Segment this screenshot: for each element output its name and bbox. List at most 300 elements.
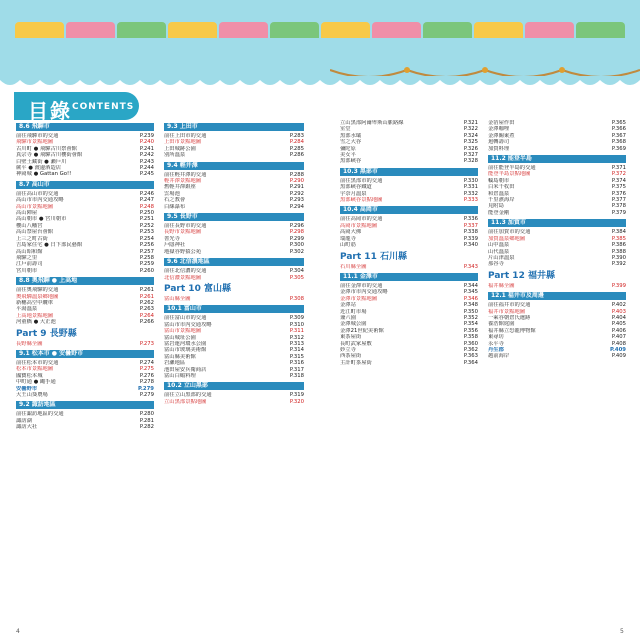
toc-entry-page: P.392 <box>611 261 626 268</box>
toc-entry-page: P.331 <box>463 184 478 191</box>
section-heading: 11.3 加賀市 <box>488 219 626 227</box>
toc-entry-title: 能登金剛 <box>488 209 510 216</box>
toc-entry-title: 平湯溫泉 <box>16 306 38 313</box>
toc-entry-page: P.279 <box>138 385 154 392</box>
toc-entry-page: P.244 <box>139 165 154 172</box>
toc-entry-title: 和倉溫泉 <box>488 190 510 197</box>
toc-entry-page: P.299 <box>289 235 304 242</box>
toc-entry-page: P.258 <box>139 254 154 261</box>
toc-entry-title: 山代溫泉 <box>488 248 510 255</box>
toc-entry-title: 片山津溫泉 <box>488 254 515 261</box>
toc-entry-page: P.261 <box>139 287 154 294</box>
toc-entry-title: 前往松本市的交通 <box>16 359 59 366</box>
toc-entry-title: 吉島家住宅 ● 日下部民藝館 <box>16 242 83 249</box>
toc-entry-title: 金澤市景點地圖 <box>340 295 378 302</box>
toc-entry-page: P.259 <box>139 261 154 268</box>
toc-entry[interactable] <box>16 341 154 347</box>
toc-entry-page: P.344 <box>463 282 478 289</box>
toc-entry-title: 黑部水壩 <box>340 132 362 139</box>
toc-entry-page: P.257 <box>139 248 154 255</box>
toc-entry-title: 金澤咖哩 <box>488 126 510 133</box>
toc-entry-page: P.279 <box>139 392 154 398</box>
toc-entry-page: P.300 <box>289 242 304 249</box>
toc-entry-page: P.409 <box>611 353 626 360</box>
toc-entry-title: 室堂 <box>340 126 351 133</box>
toc-entry-page: P.316 <box>289 360 304 367</box>
toc-entry-title: 富山縣美術館 <box>164 353 196 360</box>
toc-entry-title: 立山黑部景點地圖 <box>164 398 207 405</box>
toc-entry-title: 岩瀨地區 <box>164 360 186 367</box>
toc-entry-title: 加賀料理 <box>488 145 510 152</box>
toc-entry-page: P.285 <box>289 145 304 152</box>
toc-entry-page: P.266 <box>139 319 154 326</box>
toc-entry[interactable] <box>488 283 626 289</box>
toc-entry-title: 迴轉壽司 <box>488 139 510 146</box>
toc-entry-page: P.345 <box>463 289 478 296</box>
toc-entry-page: P.376 <box>611 190 626 197</box>
toc-entry-page: P.409 <box>610 346 626 353</box>
toc-entry-title: 上田市景點地圖 <box>164 139 202 146</box>
toc-entry-title: 富岩運河環水公園 <box>164 340 207 347</box>
toc-entry-title: 真宗寺 ● 飛驒古川櫻街會館 <box>16 152 83 159</box>
toc-entry-title: 福井縣立恐龍博物館 <box>488 327 536 334</box>
toc-entry-title: 黑部峽谷 <box>340 158 362 165</box>
toc-entry-page: P.348 <box>463 302 478 309</box>
toc-entry-title: 近江町市場 <box>340 308 367 315</box>
section-heading: 9.4 輕井澤 <box>164 162 304 170</box>
toc-entry-page: P.404 <box>611 314 626 321</box>
toc-entry-title: 宮川朝市 <box>16 267 38 274</box>
toc-entry-page: P.321 <box>463 120 478 126</box>
toc-entry-title: 高岡大佛 <box>340 229 362 236</box>
toc-entry-title: 福井市景點地圖 <box>488 308 526 315</box>
toc-entry-title: 兼六園 <box>340 314 356 321</box>
toc-entry-title: 松本市景點地圖 <box>16 366 54 373</box>
toc-entry-title: 高山陣屋 <box>16 210 38 217</box>
toc-entry-title: 前往高山市的交通 <box>16 190 59 197</box>
toc-entry-page: P.320 <box>289 398 304 405</box>
toc-entry-page: P.276 <box>139 372 154 379</box>
toc-entry-title: 輕井澤景點地圖 <box>164 178 202 185</box>
toc-entry-page: P.340 <box>463 242 478 249</box>
toc-entry-page: P.367 <box>611 132 626 139</box>
toc-entry-title: 雪之大谷 <box>340 139 362 146</box>
toc-entry-page: P.317 <box>289 366 304 373</box>
toc-entry-title: 高山昭和館 <box>16 248 43 255</box>
toc-entry-title: 越前海岸 <box>488 353 510 360</box>
toc-entry-title: 前往北信濃的交通 <box>164 268 207 275</box>
toc-entry-page: P.407 <box>611 334 626 341</box>
toc-entry-page: P.360 <box>463 340 478 347</box>
toc-entry-title: 前往高岡市的交通 <box>340 216 383 223</box>
toc-entry[interactable] <box>340 158 478 164</box>
toc-entry-page: P.337 <box>463 222 478 229</box>
toc-entry-title: 高山祭屋台會館 <box>16 229 54 236</box>
toc-entry-page: P.263 <box>139 306 154 313</box>
toc-entry-page: P.352 <box>463 314 478 321</box>
toc-entry-title: 河童橋 ● 大正池 <box>16 319 56 326</box>
toc-entry-title: 地獄谷野猿公苑 <box>164 248 202 255</box>
toc-entry-page: P.318 <box>289 372 304 379</box>
toc-entry-page: P.283 <box>289 133 304 139</box>
toc-entry-page: P.242 <box>139 152 154 159</box>
toc-entry-page: P.282 <box>139 424 154 431</box>
toc-entry-page: P.372 <box>611 171 626 178</box>
toc-entry-page: P.291 <box>289 184 304 191</box>
toc-entry-page: P.248 <box>139 203 154 210</box>
toc-entry-page: P.290 <box>289 178 304 185</box>
toc-entry-title: 那谷寺 <box>488 261 504 268</box>
toc-entry-title: 大王山葵農場 <box>16 392 48 398</box>
toc-entry-title: 長町武家屋敷 <box>340 340 372 347</box>
toc-entry-page: P.374 <box>611 177 626 184</box>
toc-entry[interactable] <box>164 399 304 405</box>
toc-entry-page: P.333 <box>463 197 478 204</box>
section-heading: 10.3 黑部市 <box>340 168 478 176</box>
toc-entry-title: 戶隱神社 <box>164 242 186 249</box>
toc-entry-page: P.358 <box>463 334 478 341</box>
section-heading: 8.6 飛驒市 <box>16 123 154 131</box>
toc-entry-page: P.378 <box>611 203 626 210</box>
toc-entry-page: P.298 <box>289 229 304 236</box>
toc-entry-title: 丹生郡 <box>488 346 504 353</box>
part-heading: Part 9 長野縣 <box>16 328 77 339</box>
toc-entry-title: 瑞龍寺 <box>340 235 356 242</box>
toc-entry-page: P.346 <box>463 295 478 302</box>
toc-entry-title: 飛驒之里 <box>16 254 38 261</box>
toc-entry-page: P.309 <box>289 315 304 322</box>
toc-entry-title: 美女平 <box>340 152 356 159</box>
toc-column-3 <box>340 120 478 366</box>
toc-entry-page: P.305 <box>289 274 304 281</box>
toc-entry-page: P.402 <box>611 302 626 309</box>
section-heading: 8.7 高山市 <box>16 181 154 189</box>
toc-entry[interactable] <box>164 296 304 302</box>
toc-entry-title: 黑部峽谷鐵道 <box>340 184 372 191</box>
toc-entry-title: 東茶屋街 <box>340 334 362 341</box>
toc-entry-title: 雲場池 <box>164 190 180 197</box>
toc-entry-page: P.275 <box>139 366 154 373</box>
toc-entry[interactable] <box>16 424 154 430</box>
section-heading: 8.8 奧飛驒 ● 上高地 <box>16 277 154 285</box>
toc-entry-page: P.322 <box>463 126 478 133</box>
toc-column-2 <box>164 120 304 405</box>
toc-entry-title: 白絲瀑布 <box>164 203 186 210</box>
toc-entry-title: 金澤21世紀美術館 <box>340 327 384 334</box>
toc-entry-title: 前往福井市的交通 <box>488 302 531 309</box>
toc-entry-title: 黑部峽谷景點地圖 <box>340 197 383 204</box>
toc-entry[interactable] <box>16 392 154 398</box>
toc-entry-title: 東尋坊 <box>488 334 504 341</box>
toc-entry-page: P.362 <box>463 346 478 353</box>
toc-entry[interactable] <box>16 319 154 325</box>
toc-entry-title: 富山市玻璃美術館 <box>164 347 207 354</box>
toc-entry-page: P.254 <box>139 235 154 242</box>
part-heading: Part 10 富山縣 <box>164 283 231 294</box>
toc-entry-title: 千里濱海岸 <box>488 197 515 204</box>
toc-entry-page: P.252 <box>139 222 154 229</box>
toc-entry-title: 山町筋 <box>340 242 356 249</box>
toc-entry-page: P.338 <box>463 229 478 236</box>
toc-entry-title: 見附島 <box>488 203 504 210</box>
toc-column-1 <box>16 120 154 431</box>
toc-entry-title: 古川町 ● 飛驒古川祭會館 <box>16 145 77 152</box>
toc-entry-page: P.241 <box>139 145 154 152</box>
page-title: 目錄 <box>28 99 72 123</box>
toc-entry-title: 前往輕井澤的交通 <box>164 171 207 178</box>
toc-entry-page: P.375 <box>611 184 626 191</box>
toc-entry-title: 福井縣全圖 <box>488 282 515 289</box>
toc-entry-page: P.260 <box>139 267 154 274</box>
toc-entry-page: P.313 <box>289 340 304 347</box>
toc-entry-title: 前往立山黑部的交通 <box>164 392 212 399</box>
toc-entry-page: P.328 <box>463 158 478 165</box>
toc-entry-page: P.315 <box>289 353 304 360</box>
toc-entry-page: P.330 <box>463 177 478 184</box>
page-subtitle: CONTENTS <box>72 102 135 112</box>
toc-entry-title: 金箔屋作田 <box>488 120 515 126</box>
toc-entry[interactable] <box>340 242 478 248</box>
toc-entry-page: P.308 <box>289 295 304 302</box>
toc-entry-title: 別所溫泉 <box>164 152 186 159</box>
toc-entry-title: 富山城址公園 <box>164 334 196 341</box>
toc-entry-title: 金澤站 <box>340 302 356 309</box>
page-number-right: 5 <box>620 628 624 635</box>
toc-entry-page: P.350 <box>463 308 478 315</box>
section-heading: 9.2 諏訪地區 <box>16 401 154 409</box>
toc-entry-page: P.261 <box>139 293 154 300</box>
toc-entry-title: 前往長野市的交通 <box>164 223 207 230</box>
toc-entry-page: P.293 <box>289 197 304 204</box>
toc-entry-title: 蕨平 ● 渡邊酒造店 <box>16 165 62 172</box>
toc-entry[interactable] <box>488 353 626 359</box>
toc-entry-page: P.256 <box>139 242 154 249</box>
toc-entry-page: P.390 <box>611 254 626 261</box>
toc-entry-page: P.280 <box>139 411 154 418</box>
toc-entry-title: 妙立寺 <box>340 346 356 353</box>
toc-entry-page: P.406 <box>611 327 626 334</box>
section-heading: 10.4 高岡市 <box>340 206 478 214</box>
toc-entry[interactable] <box>340 360 478 366</box>
toc-entry-page: P.364 <box>463 359 478 366</box>
toc-entry[interactable] <box>16 268 154 274</box>
toc-entry-page: P.245 <box>139 171 154 178</box>
toc-entry-title: 一乘谷朝倉氏遺跡 <box>488 314 531 321</box>
toc-entry-page: P.302 <box>289 248 304 255</box>
section-heading: 12.1 福井市及周邊 <box>488 292 626 300</box>
toc-entry-page: P.304 <box>289 268 304 275</box>
toc-entry[interactable] <box>340 197 478 203</box>
toc-entry-title: 高山市市內交通攻略 <box>16 197 64 204</box>
toc-entry-title: 彌陀原 <box>340 145 356 152</box>
toc-entry-title: 石川縣全圖 <box>340 263 367 270</box>
toc-entry-page: P.324 <box>463 132 478 139</box>
toc-entry-page: P.325 <box>463 139 478 146</box>
toc-entry-title: 加賀溫泉鄉地圖 <box>488 235 526 242</box>
toc-entry-title: 諏訪湖 <box>16 417 32 424</box>
section-heading: 9.3 上田市 <box>164 123 304 131</box>
toc-entry-page: P.388 <box>611 248 626 255</box>
toc-entry-page: P.312 <box>289 334 304 341</box>
toc-entry[interactable] <box>164 275 304 281</box>
section-heading: 11.1 金澤市 <box>340 273 478 281</box>
toc-entry-page: P.246 <box>139 190 154 197</box>
toc-entry-title: 神岡城 ● Gattan Go!! <box>16 171 72 178</box>
toc-entry-page: P.385 <box>611 235 626 242</box>
toc-entry-page: P.243 <box>139 158 154 165</box>
toc-entry-title: 上高地景點地圖 <box>16 312 54 319</box>
toc-entry-title: 奧飛驒溫泉鄉地圖 <box>16 293 59 300</box>
toc-entry-title: 飛驒市景點地圖 <box>16 139 54 146</box>
section-heading: 9.5 長野市 <box>164 213 304 221</box>
toc-entry-page: P.239 <box>139 133 154 139</box>
toc-entry-page: P.336 <box>463 216 478 223</box>
toc-entry-page: P.384 <box>611 229 626 236</box>
toc-entry-title: 江戶前壽司 <box>16 261 43 268</box>
toc-entry-title: 前往諏訪地區的交通 <box>16 411 64 418</box>
toc-entry-page: P.363 <box>463 353 478 360</box>
toc-entry-page: P.368 <box>611 139 626 146</box>
toc-entry-page: P.403 <box>611 308 626 315</box>
toc-entry-page: P.278 <box>139 379 154 386</box>
toc-entry-page: P.379 <box>611 209 626 216</box>
section-heading: 10.1 富山市 <box>164 305 304 313</box>
toc-entry-title: 前往上田市的交通 <box>164 133 207 139</box>
toc-entry-page: P.408 <box>611 340 626 347</box>
toc-entry-title: 長野縣全圖 <box>16 340 43 347</box>
toc-entry-title: 主計町茶屋街 <box>340 359 372 366</box>
toc-entry-title: 石之教會 <box>164 197 186 204</box>
toc-entry-title: 安曇野市 <box>16 385 38 392</box>
toc-entry-page: P.288 <box>289 171 304 178</box>
toc-entry[interactable] <box>488 210 626 216</box>
toc-entry-title: 前往加賀市的交通 <box>488 229 531 236</box>
toc-entry-page: P.296 <box>289 223 304 230</box>
toc-entry-title: 宇奈月溫泉 <box>340 190 367 197</box>
toc-entry-title: 富山市景點地圖 <box>164 328 202 335</box>
toc-entry-page: P.339 <box>463 235 478 242</box>
toc-entry-title: 長野市景點地圖 <box>164 229 202 236</box>
toc-entry[interactable] <box>164 204 304 210</box>
part-heading: Part 11 石川縣 <box>340 251 407 262</box>
toc-entry-title: 高山市景點地圖 <box>16 203 54 210</box>
toc-entry-page: P.281 <box>139 417 154 424</box>
toc-entry-title: 前往能登半島的交通 <box>488 165 536 172</box>
section-heading: 9.6 北信濃地區 <box>164 258 304 266</box>
toc-entry-page: P.314 <box>289 347 304 354</box>
toc-entry-page: P.292 <box>289 190 304 197</box>
part-heading: Part 12 福井縣 <box>488 270 555 281</box>
section-heading: 11.2 能登半島 <box>488 155 626 163</box>
page-number-left: 4 <box>16 628 20 635</box>
toc-entry[interactable] <box>340 264 478 270</box>
section-heading: 10.2 立山黑部 <box>164 382 304 390</box>
toc-entry-title: 前往黑部市的交通 <box>340 177 383 184</box>
toc-entry-title: 舊輕井澤銀座 <box>164 184 196 191</box>
toc-entry-page: P.319 <box>289 392 304 399</box>
toc-entry-title: 前往飛驒市的交通 <box>16 133 59 139</box>
toc-entry-title: 富山市市內交通攻略 <box>164 321 212 328</box>
toc-entry-page: P.405 <box>611 321 626 328</box>
toc-entry-page: P.264 <box>139 312 154 319</box>
toc-entry-page: P.377 <box>611 197 626 204</box>
toc-entry-page: P.262 <box>139 299 154 306</box>
toc-entry-page: P.365 <box>611 120 626 126</box>
toc-entry-title: 金澤關東煮 <box>488 132 515 139</box>
toc-entry-page: P.294 <box>289 203 304 210</box>
toc-entry-title: 善光寺 <box>164 235 180 242</box>
toc-entry-title: 上三之町古街 <box>16 235 48 242</box>
toc-entry-page: P.284 <box>289 139 304 146</box>
toc-entry-page: P.274 <box>139 359 154 366</box>
toc-entry-title: 新穗高空中纜車 <box>16 299 54 306</box>
toc-entry-title: 高山朝市 ● 宮川朝市 <box>16 216 67 223</box>
toc-entry-title: 養浩館庭園 <box>488 321 515 328</box>
toc-entry-title: 池田屋安兵衛商店 <box>164 366 207 373</box>
toc-entry-page: P.354 <box>463 321 478 328</box>
section-heading: 9.1 松本市 ● 安曇野市 <box>16 350 154 358</box>
toc-entry-page: P.273 <box>139 340 154 347</box>
toc-entry-page: P.240 <box>139 139 154 146</box>
toc-entry-page: P.251 <box>139 216 154 223</box>
toc-entry[interactable] <box>164 373 304 379</box>
toc-entry-title: 前往富山市的交通 <box>164 315 207 322</box>
toc-entry-title: 高岡市景點地圖 <box>340 222 378 229</box>
toc-entry-title: 金澤城公園 <box>340 321 367 328</box>
toc-entry-page: P.343 <box>463 263 478 270</box>
toc-entry-title: 金澤市市內交通攻略 <box>340 289 388 296</box>
toc-entry[interactable] <box>488 261 626 267</box>
toc-entry-page: P.399 <box>611 282 626 289</box>
toc-entry-title: 西茶屋街 <box>340 353 362 360</box>
toc-entry-title: 諏訪大社 <box>16 424 38 431</box>
toc-entry-title: 永平寺 <box>488 340 504 347</box>
toc-entry[interactable] <box>488 146 626 152</box>
toc-entry-title: 北信濃景點地圖 <box>164 274 202 281</box>
toc-entry-title: 白米千枚田 <box>488 184 515 191</box>
toc-entry[interactable] <box>16 171 154 177</box>
toc-entry[interactable] <box>164 152 304 158</box>
toc-entry-page: P.369 <box>611 145 626 152</box>
toc-entry-page: P.356 <box>463 327 478 334</box>
toc-entry-page: P.286 <box>289 152 304 159</box>
toc-entry-title: 立山黑部阿爾卑斯山脈路線 <box>340 120 404 126</box>
toc-entry-title: 國寶松本城 <box>16 372 43 379</box>
toc-entry-title: 櫻山八幡宮 <box>16 222 43 229</box>
toc-entry-page: P.332 <box>463 190 478 197</box>
color-tab-strip <box>14 22 626 38</box>
toc-entry-page: P.311 <box>289 328 304 335</box>
scallop-edge-icon <box>0 76 640 90</box>
toc-entry-page: P.247 <box>139 197 154 204</box>
toc-entry-title: 前往金澤市的交通 <box>340 282 383 289</box>
toc-entry-title: 白壁土藏街 ● 瀨戶川 <box>16 158 67 165</box>
toc-entry-title: 前往奧飛驒的交通 <box>16 287 59 294</box>
toc-column-4 <box>488 120 626 360</box>
toc-entry-title: 中町通 ● 繩手通 <box>16 379 56 386</box>
toc-entry-page: P.250 <box>139 210 154 217</box>
toc-entry-title: 富山白蝦料理 <box>164 372 196 379</box>
toc-entry[interactable] <box>164 249 304 255</box>
toc-entry-page: P.253 <box>139 229 154 236</box>
toc-entry-page: P.386 <box>611 242 626 249</box>
toc-entry-title: 富山縣全圖 <box>164 295 191 302</box>
toc-entry-page: P.326 <box>463 145 478 152</box>
toc-entry-title: 山中溫泉 <box>488 242 510 249</box>
toc-entry-page: P.310 <box>289 321 304 328</box>
toc-entry-page: P.371 <box>611 165 626 172</box>
toc-entry-title: 能登半島景點地圖 <box>488 171 531 178</box>
